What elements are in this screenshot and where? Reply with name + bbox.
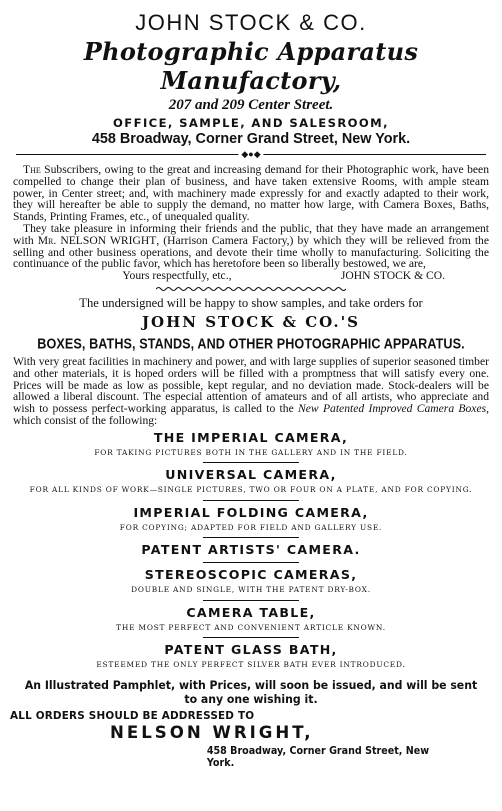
signature-line [13, 270, 489, 282]
firm-title: JOHN STOCK & CO. [135, 10, 367, 35]
wavy-divider [156, 286, 346, 292]
camera-desc: FOR TAKING PICTURES BOTH IN THE GALLERY AND IN THE FIELD. [94, 447, 408, 457]
factory-address: 207 and 209 Center Street. [168, 97, 334, 113]
camera-desc: FOR COPYING; ADAPTED FOR FIELD AND GALLERY USE. [119, 522, 383, 532]
intro-text-2b: , (Harrison Camera Factory,) by which they will be relieved from the selling and other business operations, and devote their time wholly to manufacturing. Soliciting the continuance of the public favor, which has heretofore been so liberally bestowed, we are, [13, 233, 489, 271]
agent-address: 458 Broadway, Corner Grand Street, New York. [206, 744, 430, 769]
offer-text-a: With very great facilities in machinery and power, and with large supplies of superior seasoned timber and other materials, it is hoped orders will be filled with a promptness that will satisfy every one. Prices will be made as low as possible, kept regular, and no deviation made. Stock-dealers will be allowed a liberal discount. The especial attention of amateurs and of all artists, who appreciate and wish to possess perfect-working apparatus, is called to the [13, 354, 489, 416]
camera-desc: DOUBLE AND SINGLE, WITH THE PATENT DRY-BOX. [131, 585, 371, 595]
closing: Yours respectfully, etc., [122, 269, 232, 283]
pamphlet-notice: An Illustrated Pamphlet, with Prices, will soon be issued, and will be sent to any one wishing it. [24, 677, 478, 706]
camera-name: PATENT ARTISTS' CAMERA. [141, 542, 361, 558]
camera-name: CAMERA TABLE, [186, 604, 316, 620]
camera-name: PATENT GLASS BATH, [164, 642, 338, 658]
camera-name: STEREOSCOPIC CAMERAS, [144, 567, 358, 583]
short-rule [203, 637, 299, 638]
camera-name: THE IMPERIAL CAMERA, [153, 429, 349, 445]
orders-heading: ALL ORDERS SHOULD BE ADDRESSED TO [10, 709, 255, 722]
camera-desc: THE MOST PERFECT AND CONVENIENT ARTICLE KNOWN. [116, 622, 386, 632]
agent-name: NELSON WRIGHT, [110, 722, 314, 742]
intro-paragraph-2 [10, 223, 492, 282]
advertisement-page [10, 0, 492, 769]
tagline: Photographic Apparatus Manufactory, [83, 37, 419, 95]
ornamental-rule [16, 151, 486, 158]
short-rule [203, 500, 299, 501]
undersigned-line: The undersigned will be happy to show samples, and take orders for [79, 295, 423, 310]
intro-text-2a: They take pleasure in informing their friends and the public, that they have made an arrangement with [13, 221, 489, 247]
offer-italic: New Patented Improved Camera Boxes [298, 402, 487, 416]
camera-desc: FOR ALL KINDS OF WORK—SINGLE PICTURES, TWO OR FOUR ON A PLATE, AND FOR COPYING. [29, 485, 473, 495]
short-rule [203, 537, 299, 538]
short-rule [203, 600, 299, 601]
broadway-address: 458 Broadway, Corner Grand Street, New York. [91, 131, 411, 147]
intro-lead: The [23, 163, 41, 176]
camera-desc: ESTEEMED THE ONLY PERFECT SILVER BATH EVER INTRODUCED. [96, 660, 406, 670]
offer-text-b: , which consist of the following: [13, 402, 490, 427]
signature: JOHN STOCK & CO. [340, 269, 445, 283]
office-heading: OFFICE, SAMPLE, AND SALESROOM, [113, 116, 389, 130]
short-rule [203, 462, 299, 463]
camera-name: UNIVERSAL CAMERA, [165, 467, 337, 483]
ornament-icon: ◆●◆ [238, 150, 263, 159]
offer-paragraph [10, 356, 492, 427]
intro-name: Mr. NELSON WRIGHT [37, 233, 157, 247]
firm-products-title: JOHN STOCK & CO.'S [141, 312, 361, 331]
camera-list [10, 430, 492, 670]
products-heading: BOXES, BATHS, STANDS, AND OTHER PHOTOGRAPHIC APPARATUS. [37, 335, 465, 353]
camera-name: IMPERIAL FOLDING CAMERA, [133, 504, 369, 520]
short-rule [203, 562, 299, 563]
intro-text-1: Subscribers, owing to the great and increasing demand for their Photographic work, have been compelled to change their plan of business, and have taken extensive Rooms, with ample steam power, in Center street; and, with machinery made expressly for and exactly adapted to their work, they will hereafter be able to supply the demand, no matter how large, with Camera Boxes, Baths, Stands, Printing Frames, etc., of unequaled quality. [13, 163, 489, 224]
intro-paragraph-1 [10, 164, 492, 223]
